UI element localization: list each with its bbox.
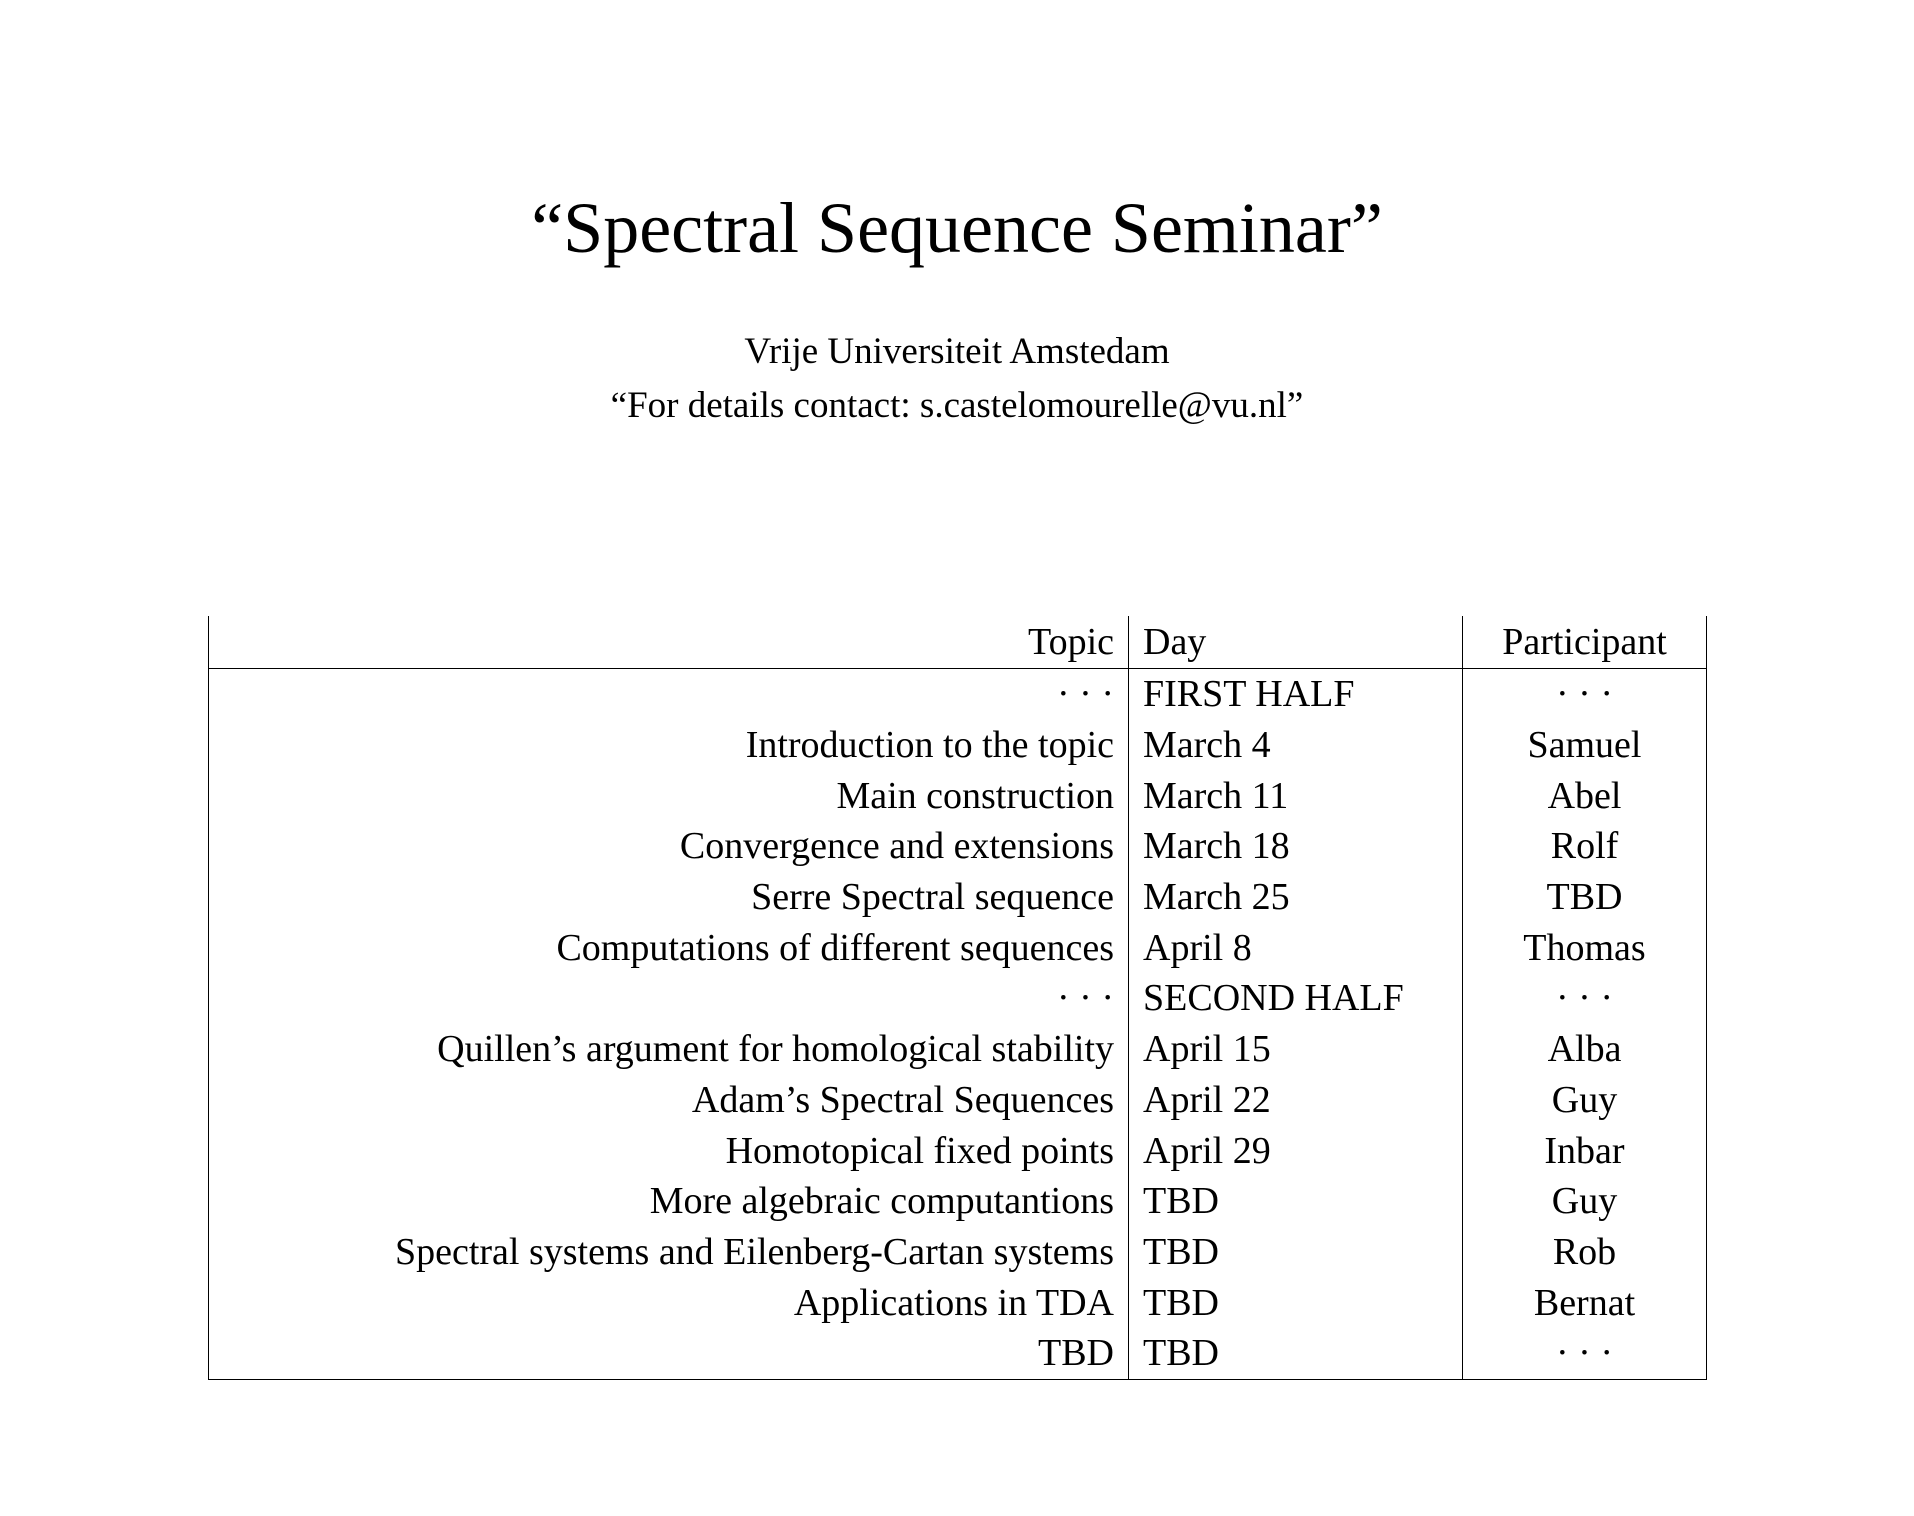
day-cell: April 15 xyxy=(1129,1024,1463,1075)
topic-cell: Introduction to the topic xyxy=(209,720,1129,771)
day-cell: SECOND HALF xyxy=(1129,973,1463,1024)
topic-cell: · · · xyxy=(209,669,1129,720)
participant-cell: Guy xyxy=(1463,1176,1707,1227)
participant-cell: Samuel xyxy=(1463,720,1707,771)
table-row xyxy=(209,1328,1707,1379)
day-cell: March 11 xyxy=(1129,770,1463,821)
day-cell: April 8 xyxy=(1129,922,1463,973)
table-row xyxy=(209,1125,1707,1176)
topic-cell: Computations of different sequences xyxy=(209,922,1129,973)
column-header-day: Day xyxy=(1129,616,1463,669)
participant-cell: Guy xyxy=(1463,1075,1707,1126)
table-row xyxy=(209,770,1707,821)
day-cell: April 22 xyxy=(1129,1075,1463,1126)
participant-cell: Rolf xyxy=(1463,821,1707,872)
table-header-row xyxy=(209,616,1707,669)
participant-cell: Rob xyxy=(1463,1227,1707,1278)
day-cell: TBD xyxy=(1129,1277,1463,1328)
column-header-participant: Participant xyxy=(1463,616,1707,669)
participant-cell: TBD xyxy=(1463,872,1707,923)
table-row xyxy=(209,922,1707,973)
topic-cell: More algebraic computantions xyxy=(209,1176,1129,1227)
topic-cell: Spectral systems and Eilenberg-Cartan systems xyxy=(209,1227,1129,1278)
subtitle-block xyxy=(0,325,1914,433)
day-cell: TBD xyxy=(1129,1176,1463,1227)
page-title: “Spectral Sequence Seminar” xyxy=(531,188,1383,268)
topic-cell: TBD xyxy=(209,1328,1129,1379)
seminar-schedule-table xyxy=(208,616,1707,1380)
participant-cell: Thomas xyxy=(1463,922,1707,973)
table-row xyxy=(209,1227,1707,1278)
topic-cell: Serre Spectral sequence xyxy=(209,872,1129,923)
participant-cell: Bernat xyxy=(1463,1277,1707,1328)
participant-cell: Alba xyxy=(1463,1024,1707,1075)
participant-cell: · · · xyxy=(1463,973,1707,1024)
topic-cell: Convergence and extensions xyxy=(209,821,1129,872)
day-cell: April 29 xyxy=(1129,1125,1463,1176)
contact-line: “For details contact: s.castelomourelle@vu.nl” xyxy=(610,385,1304,426)
institution-line: Vrije Universiteit Amstedam xyxy=(744,331,1170,372)
table-row xyxy=(209,1075,1707,1126)
topic-cell: · · · xyxy=(209,973,1129,1024)
table-row xyxy=(209,1024,1707,1075)
day-cell: March 25 xyxy=(1129,872,1463,923)
table-row xyxy=(209,669,1707,720)
table-row xyxy=(209,1277,1707,1328)
table-row xyxy=(209,973,1707,1024)
topic-cell: Main construction xyxy=(209,770,1129,821)
participant-cell: Abel xyxy=(1463,770,1707,821)
day-cell: TBD xyxy=(1129,1328,1463,1379)
participant-cell: · · · xyxy=(1463,669,1707,720)
day-cell: FIRST HALF xyxy=(1129,669,1463,720)
table-row xyxy=(209,1176,1707,1227)
participant-cell: · · · xyxy=(1463,1328,1707,1379)
day-cell: TBD xyxy=(1129,1227,1463,1278)
day-cell: March 4 xyxy=(1129,720,1463,771)
day-cell: March 18 xyxy=(1129,821,1463,872)
seminar-table-body xyxy=(209,669,1707,1380)
topic-cell: Applications in TDA xyxy=(209,1277,1129,1328)
table-row xyxy=(209,720,1707,771)
table-row xyxy=(209,821,1707,872)
topic-cell: Adam’s Spectral Sequences xyxy=(209,1075,1129,1126)
participant-cell: Inbar xyxy=(1463,1125,1707,1176)
column-header-topic: Topic xyxy=(209,616,1129,669)
topic-cell: Quillen’s argument for homological stability xyxy=(209,1024,1129,1075)
table-row xyxy=(209,872,1707,923)
topic-cell: Homotopical fixed points xyxy=(209,1125,1129,1176)
